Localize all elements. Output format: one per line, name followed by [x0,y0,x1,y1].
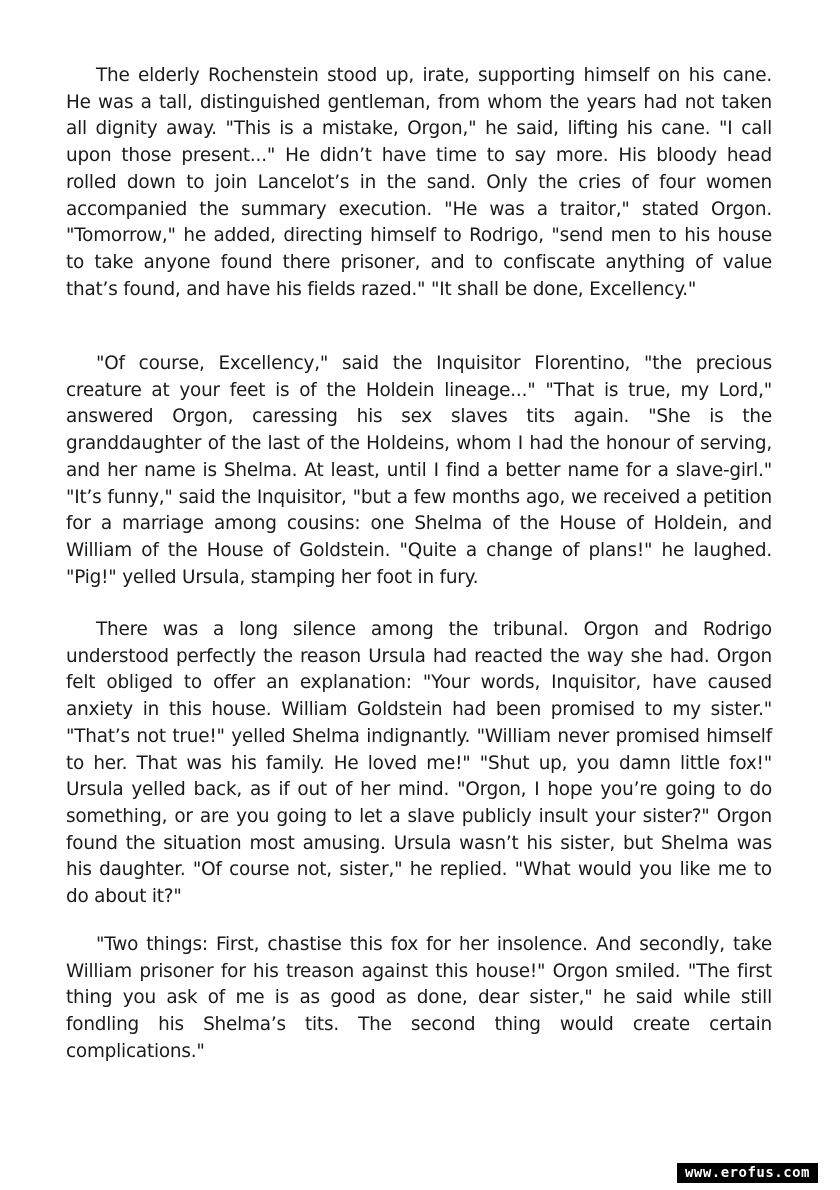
paragraph-2: "Of course, Excellency," said the Inquisitor Florentino, "the precious creature at your feet is of the Holdein lineage..." "That is true, my Lord," answered Orgon, caressing his sex slaves tits again. "She is the granddaughter of the last of the Holdeins, whom I had the honour of serving, and her name is Shelma. At least, until I find a better name for a slave-girl." "It’s funny," said the Inquisitor, "but a few months ago, we received a petition for a marriage among cousins: one Shelma of the House of Holdein, and William of the House of Goldstein. "Quite a change of plans!" he laughed. "Pig!" yelled Ursula, stamping her foot in fury. [66,353,772,588]
paragraph-4: "Two things: First, chastise this fox for her insolence. And secondly, take William prisoner for his treason against this house!" Orgon smiled. "The first thing you ask of me is as good as done, dear sister," he said while still fondling his Shelma’s tits. The second thing would create certain complications." [66,934,772,1062]
paragraph-1: The elderly Rochenstein stood up, irate, supporting himself on his cane. He was a tall, distinguished gentleman, from whom the years had not taken all dignity away. "This is a mistake, Orgon," he said, lifting his cane. "I call upon those present..." He didn’t have time to say more. His bloody head rolled down to join Lancelot’s in the sand. Only the cries of four women accompanied the summary execution. "He was a traitor," stated Orgon. "Tomorrow," he added, directing himself to Rodrigo, "send men to his house to take anyone found there prisoner, and to confiscate anything of value that’s found, and have his fields razed." "It shall be done, Excellency." [66,65,772,300]
paragraph-3: There was a long silence among the tribunal. Orgon and Rodrigo understood perfectly the reason Ursula had reacted the way she had. Orgon felt obliged to offer an explanation: "Your words, Inquisitor, have caused anxiety in this house. William Goldstein had been promised to my sister." "That’s not true!" yelled Shelma indignantly. "William never promised himself to her. That was his family. He loved me!" "Shut up, you damn little fox!" Ursula yelled back, as if out of her mind. "Orgon, I hope you’re going to do something, or are you going to let a slave publicly insult your sister?" Orgon found the situation most amusing. Ursula wasn’t his sister, but Shelma was his daughter. "Of course not, sister," he replied. "What would you like me to do about it?" [66,619,772,908]
watermark-badge: www.erofus.com [677,1163,818,1183]
